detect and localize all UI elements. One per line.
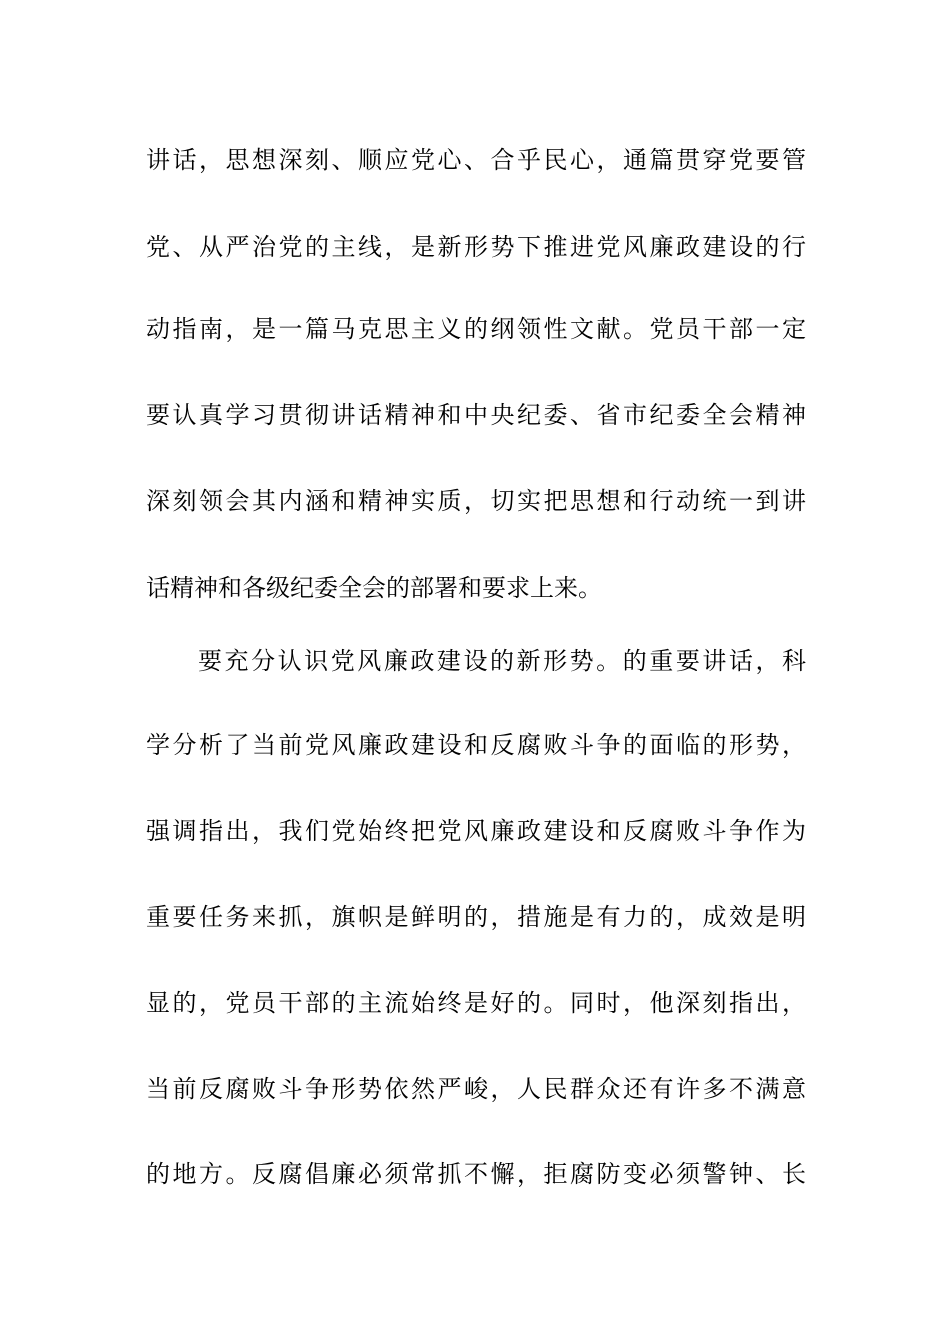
text-line: 深刻领会其内涵和精神实质，切实把思想和行动统一到讲 — [146, 487, 806, 515]
text-line: 要认真学习贯彻讲话精神和中央纪委、省市纪委全会精神 — [146, 401, 806, 429]
text-line: 当前反腐败斗争形势依然严峻，人民群众还有许多不满意 — [146, 1075, 806, 1103]
paragraph-first-line: 要充分认识党风廉政建设的新形势。的重要讲话，科 — [198, 647, 806, 675]
text-line: 学分析了当前党风廉政建设和反腐败斗争的面临的形势， — [146, 731, 806, 759]
text-line: 重要任务来抓，旗帜是鲜明的，措施是有力的，成效是明 — [146, 903, 806, 931]
text-line: 话精神和各级纪委全会的部署和要求上来。 — [146, 574, 602, 602]
text-line: 的地方。反腐倡廉必须常抓不懈，拒腐防变必须警钟、长 — [146, 1160, 806, 1188]
text-line: 动指南，是一篇马克思主义的纲领性文献。党员干部一定 — [146, 315, 806, 343]
text-line: 强调指出，我们党始终把党风廉政建设和反腐败斗争作为 — [146, 817, 806, 845]
text-line: 显的，党员干部的主流始终是好的。同时，他深刻指出， — [146, 989, 806, 1017]
text-line: 党、从严治党的主线，是新形势下推进党风廉政建设的行 — [146, 233, 806, 261]
text-line: 讲话，思想深刻、顺应党心、合乎民心，通篇贯穿党要管 — [146, 146, 806, 174]
